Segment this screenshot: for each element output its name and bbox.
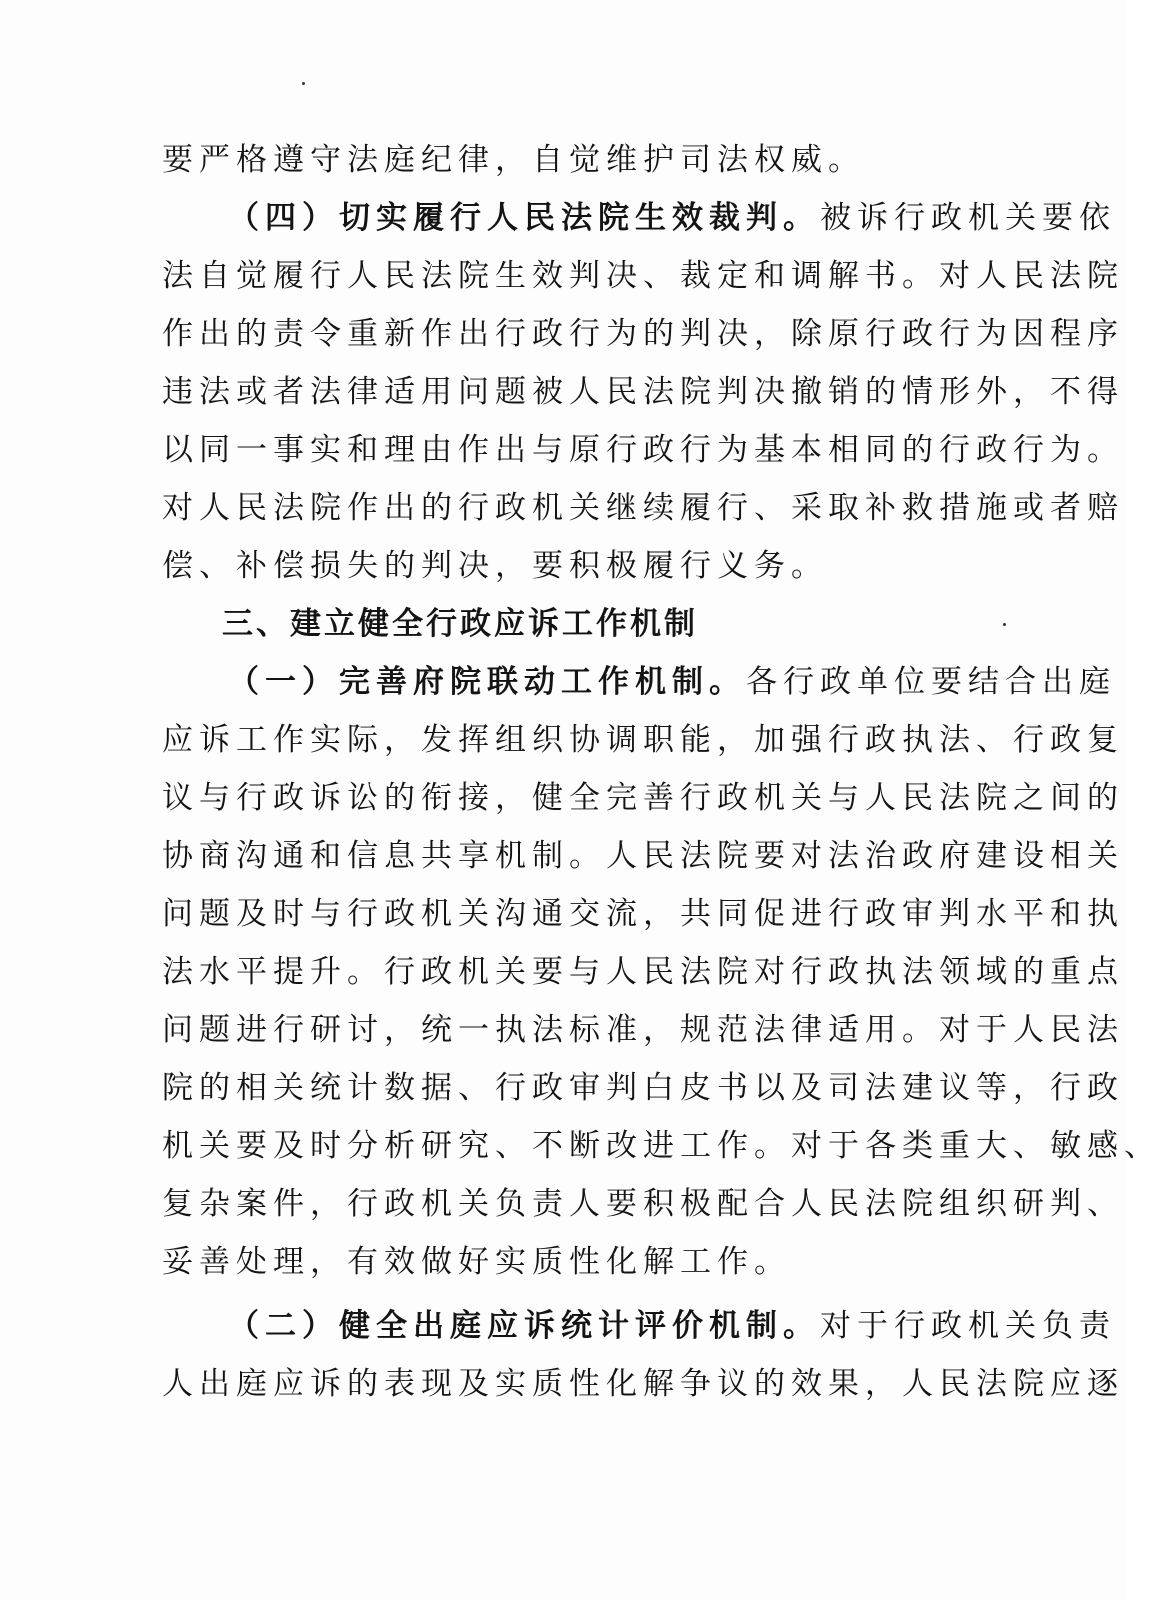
- paragraph-line: 对人民法院作出的行政机关继续履行、采取补救措施或者赔: [162, 490, 1124, 526]
- paragraph-line: 偿、补偿损失的判决，要积极履行义务。: [162, 548, 828, 584]
- paragraph-line: 法自觉履行人民法院生效判决、裁定和调解书。对人民法院: [162, 258, 1124, 294]
- paragraph-line: 问题及时与行政机关沟通交流，共同促进行政审判水平和执: [162, 896, 1124, 932]
- paragraph-line: 协商沟通和信息共享机制。人民法院要对法治政府建设相关: [162, 838, 1124, 874]
- paragraph-line: 要严格遵守法庭纪律，自觉维护司法权威。: [162, 142, 865, 178]
- paragraph-line: 复杂案件，行政机关负责人要积极配合人民法院组织研判、: [162, 1186, 1124, 1222]
- paragraph-line: 院的相关统计数据、行政审判白皮书以及司法建议等，行政: [162, 1070, 1124, 1106]
- paragraph-lead: （四）切实履行人民法院生效裁判。: [228, 200, 820, 236]
- paragraph-line: 以同一事实和理由作出与原行政行为基本相同的行政行为。: [162, 432, 1124, 468]
- scan-speck: [1003, 623, 1006, 626]
- paragraph-lead: （一）完善府院联动工作机制。: [228, 664, 746, 700]
- paragraph-line: 作出的责令重新作出行政行为的判决，除原行政行为因程序: [162, 316, 1124, 352]
- paragraph-text: 对于行政机关负责: [820, 1308, 1116, 1344]
- paragraph-line: 问题进行研讨，统一执法标准，规范法律适用。对于人民法: [162, 1012, 1124, 1048]
- paragraph-line: 议与行政诉讼的衔接，健全完善行政机关与人民法院之间的: [162, 780, 1124, 816]
- paragraph-first-line: [228, 662, 1116, 702]
- paragraph-text: 各行政单位要结合出庭: [746, 664, 1116, 700]
- paragraph-text: 被诉行政机关要依: [820, 200, 1116, 236]
- paragraph-line: 违法或者法律适用问题被人民法院判决撤销的情形外，不得: [162, 374, 1124, 410]
- paragraph-line: 应诉工作实际，发挥组织协调职能，加强行政执法、行政复: [162, 722, 1124, 758]
- paragraph-line: 人出庭应诉的表现及实质性化解争议的效果，人民法院应逐: [162, 1366, 1124, 1402]
- section-heading: 三、建立健全行政应诉工作机制: [222, 606, 698, 642]
- paragraph-line: 妥善处理，有效做好实质性化解工作。: [162, 1244, 791, 1280]
- scan-speck: [302, 82, 305, 85]
- paragraph-first-line: [228, 198, 1116, 238]
- paragraph-lead: （二）健全出庭应诉统计评价机制。: [228, 1308, 820, 1344]
- paragraph-line: 机关要及时分析研究、不断改进工作。对于各类重大、敏感、: [162, 1128, 1161, 1164]
- paragraph-line: 法水平提升。行政机关要与人民法院对行政执法领域的重点: [162, 954, 1124, 990]
- paragraph-first-line: [228, 1306, 1116, 1346]
